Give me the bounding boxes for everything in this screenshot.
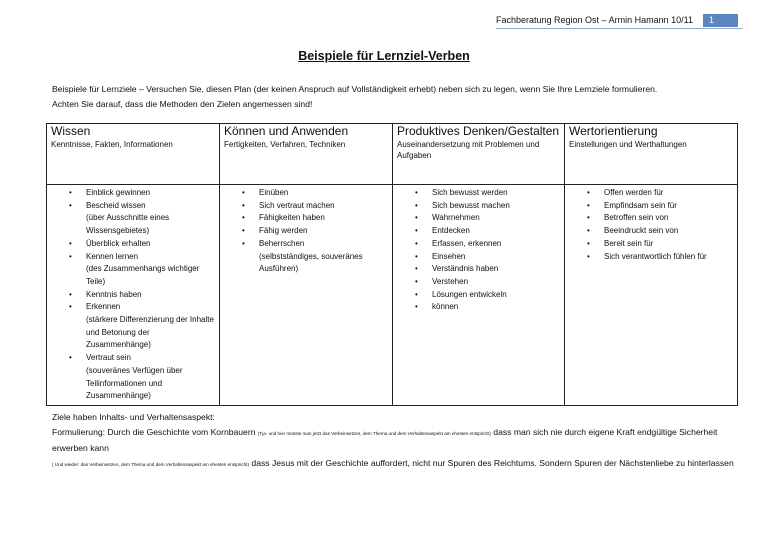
column-subheading: Fertigkeiten, Verfahren, Techniken	[224, 140, 346, 149]
header-text: Fachberatung Region Ost – Armin Hamann 10/11	[496, 15, 693, 25]
list-item	[259, 187, 388, 200]
item-main: Beeindruckt sein von	[604, 226, 679, 236]
list-item	[604, 251, 733, 264]
item-sub: (souveränes Verfügen über Teilinformationen und Zusammenhänge)	[86, 365, 183, 401]
column-heading: Wertorientierung	[569, 124, 658, 138]
lernziel-table	[46, 123, 738, 406]
list-item	[86, 238, 215, 251]
item-main: Offen werden für	[604, 188, 664, 197]
body-cell-wissen	[47, 185, 220, 406]
item-main: Beherrschen	[259, 238, 305, 248]
item-main: Fähigkeiten haben	[259, 213, 325, 223]
body-cell-wertorientierung	[565, 185, 738, 406]
header-rule	[496, 28, 743, 29]
column-heading: Wissen	[51, 124, 91, 138]
list-item	[259, 225, 388, 238]
item-sub: (des Zusammenhangs wichtiger Teile)	[86, 264, 200, 286]
item-main: Bescheid wissen	[86, 200, 146, 210]
item-main: Sich bewusst machen	[432, 200, 510, 210]
list-item	[86, 187, 215, 200]
list-item	[604, 187, 733, 200]
item-list	[569, 187, 733, 263]
list-item	[259, 238, 388, 276]
table-body-row	[47, 185, 738, 406]
list-item	[432, 187, 560, 200]
item-list	[51, 187, 215, 403]
list-item	[432, 289, 560, 302]
list-item	[432, 251, 560, 264]
item-main: Kennen lernen	[86, 251, 139, 261]
item-main: Sich verantwortlich fühlen für	[604, 251, 707, 261]
item-list	[224, 187, 388, 276]
item-main: Wahrnehmen	[432, 213, 480, 223]
list-item	[259, 212, 388, 225]
item-main: Verstehen	[432, 276, 469, 286]
item-main: Bereit sein für	[604, 238, 654, 248]
footer-line-2-note: (Tja- und hier müsste man jetzt das Verbeinsetzen, dem Thema und dem Verhaltensaspekt am ehesten entspricht)	[257, 431, 491, 436]
page-title: Beispiele für Lernziel-Verben	[298, 49, 470, 63]
item-main: Kenntnis haben	[86, 289, 142, 299]
header-cell-produktives	[393, 124, 565, 185]
intro-line-2: Achten Sie darauf, dass die Methoden den Zielen angemessen sind!	[52, 99, 313, 109]
item-main: Entdecken	[432, 226, 470, 236]
column-heading: Produktives Denken/Gestalten	[397, 124, 560, 138]
header-cell-koennen	[220, 124, 393, 185]
item-sub: (stärkere Differenzierung der Inhalte und Betonung der Zusammenhänge)	[86, 315, 214, 350]
intro-line-1: Beispiele für Lernziele – Versuchen Sie, diesen Plan (der keinen Anspruch auf Vollständigkeit erhebt) neben sich zu legen, wenn Sie Ihre Lernziele formulieren.	[52, 84, 658, 94]
list-item	[604, 225, 733, 238]
list-item	[86, 301, 215, 352]
item-main: Einüben	[259, 188, 289, 197]
footer-line-2-end: dass man sich nie durch eigene Kraft endgültige Sicherheit erwerben kann	[52, 427, 718, 453]
item-main: Einsehen	[432, 251, 466, 261]
body-cell-produktives	[393, 185, 565, 406]
list-item	[259, 200, 388, 213]
list-item	[86, 289, 215, 302]
table-header-row	[47, 124, 738, 185]
list-item	[604, 212, 733, 225]
column-subheading: Auseinandersetzung mit Problemen und Aufgaben	[397, 140, 540, 160]
column-heading: Können und Anwenden	[224, 124, 349, 138]
item-main: können	[432, 302, 459, 312]
item-main: Überblick erhalten	[86, 238, 151, 248]
item-main: Empfindsam sein für	[604, 200, 677, 210]
item-main: Betroffen sein von	[604, 213, 669, 223]
item-sub: (selbstständiges, souveränes Ausführen)	[259, 251, 363, 274]
list-item	[604, 200, 733, 213]
item-main: Sich bewusst werden	[432, 188, 508, 197]
item-list	[397, 187, 560, 314]
list-item	[86, 251, 215, 289]
item-main: Lösungen entwickeln	[432, 289, 507, 299]
list-item	[86, 352, 215, 403]
list-item	[432, 238, 560, 251]
header-cell-wertorientierung	[565, 124, 738, 185]
footer-line-3-end: dass Jesus mit der Geschichte auffordert, nicht nur Spuren des Reichtums. Sondern Spuren der Nächstenliebe zu hinterlassen	[249, 458, 734, 468]
item-main: Fähig werden	[259, 226, 308, 236]
item-main: Einblick gewinnen	[86, 188, 151, 197]
footer-line-2-start: Formulierung: Durch die Geschichte vom Kornbauern	[52, 427, 258, 437]
list-item	[432, 276, 560, 289]
item-main: Sich vertraut machen	[259, 200, 335, 210]
page-number: 1	[703, 14, 738, 27]
item-main: Verständnis haben	[432, 264, 499, 274]
list-item	[432, 212, 560, 225]
footer-line-2	[52, 425, 742, 456]
column-subheading: Einstellungen und Werthaltungen	[569, 140, 687, 149]
list-item	[86, 200, 215, 238]
body-cell-koennen	[220, 185, 393, 406]
item-main: Erkennen	[86, 302, 121, 312]
item-main: Erfassen, erkennen	[432, 238, 502, 248]
footer-line-3-note: ( Und wieder: das Verbeinsetzen, dem Thema und dem Verhaltensaspekt am ehesten entspricht)	[52, 462, 250, 467]
intro	[52, 82, 742, 112]
list-item	[432, 301, 560, 314]
column-subheading: Kenntnisse, Fakten, Informationen	[51, 140, 173, 149]
item-sub: (über Ausschnitte eines Wissensgebietes)	[86, 213, 170, 236]
footer-line-3	[52, 456, 742, 472]
footer-line-1: Ziele haben Inhalts- und Verhaltensaspekt:	[52, 412, 215, 422]
list-item	[432, 225, 560, 238]
item-main: Vertraut sein	[86, 353, 131, 363]
header-cell-wissen	[47, 124, 220, 185]
list-item	[604, 238, 733, 251]
list-item	[432, 263, 560, 276]
list-item	[432, 200, 560, 213]
footer-notes	[52, 410, 742, 472]
